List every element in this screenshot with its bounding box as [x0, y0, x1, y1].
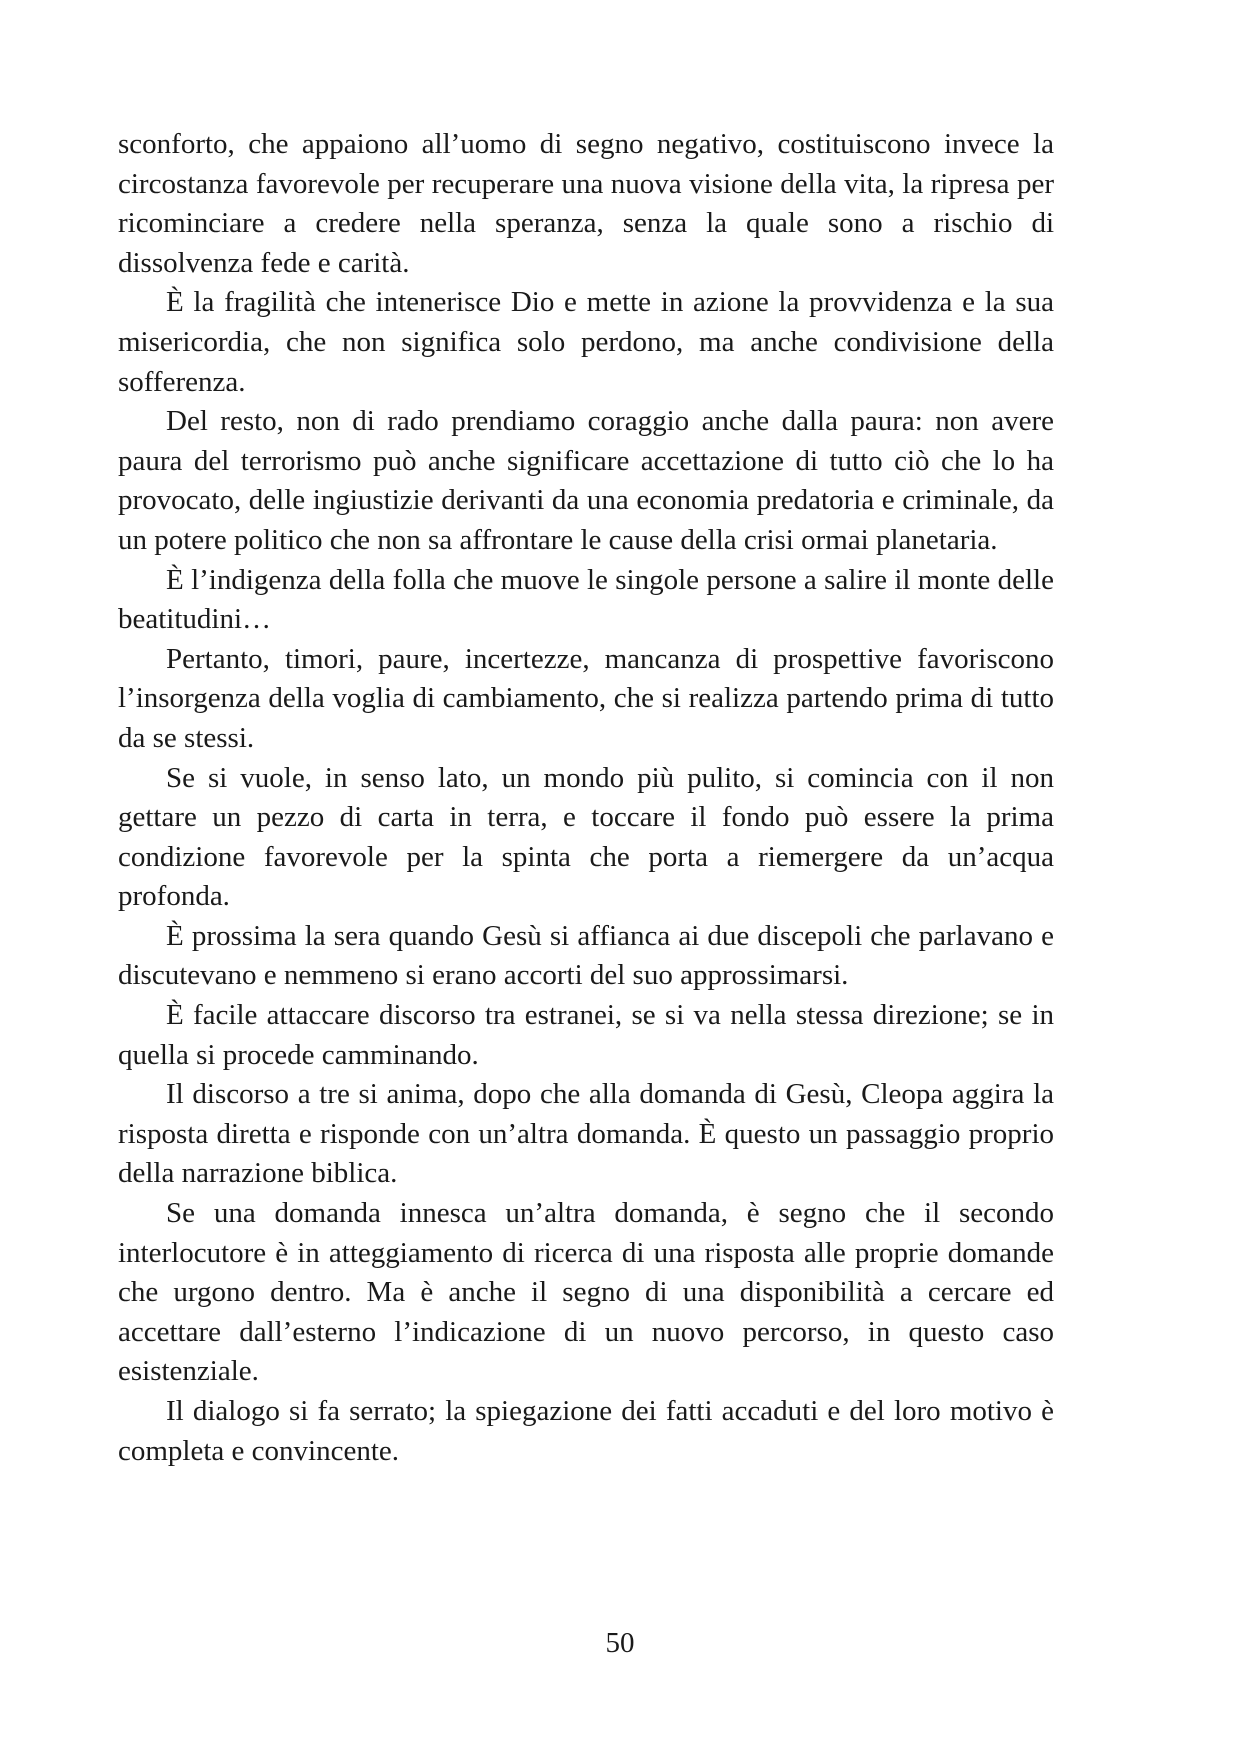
paragraph: È l’indigenza della folla che muove le singole persone a salire il monte delle beatitudini…	[118, 563, 1054, 636]
paragraph: È prossima la sera quando Gesù si affianca ai due discepoli che parlavano e discutevano e nemmeno si erano accorti del suo approssimarsi.	[118, 919, 1054, 992]
paragraph: Il dialogo si fa serrato; la spiegazione dei fatti accaduti e del loro motivo è completa e convincente.	[118, 1395, 1054, 1467]
paragraph: Pertanto, timori, paure, incertezze, mancanza di prospettive favoriscono l’insorgenza della voglia di cambiamento, che si realizza partendo prima di tutto da se stessi.	[118, 642, 1054, 754]
paragraph: Se si vuole, in senso lato, un mondo più pulito, si comincia con il non gettare un pezzo di carta in terra, e toccare il fondo può essere la prima condizione favorevole per la spinta che porta a riemergere da un’acqua profonda.	[118, 761, 1054, 913]
paragraph: È la fragilità che intenerisce Dio e mette in azione la provvidenza e la sua misericordia, che non significa solo perdono, ma anche condivisione della sofferenza.	[118, 286, 1054, 398]
paragraph: Il discorso a tre si anima, dopo che alla domanda di Gesù, Cleopa aggira la risposta diretta e risponde con un’altra domanda. È questo un passaggio proprio della narrazione biblica.	[118, 1078, 1054, 1190]
page-number: 50	[605, 1627, 635, 1659]
body-text	[118, 125, 1054, 1471]
paragraph: È facile attaccare discorso tra estranei, se si va nella stessa direzione; se in quella si procede camminando.	[118, 999, 1054, 1071]
paragraph-continued: sconforto, che appaiono all’uomo di segno negativo, costituiscono invece la circostanza favorevole per recuperare una nuova visione della vita, la ripresa per ricominciare a credere nella speranza, senza la quale sono a rischio di dissolvenza fede e carità.	[118, 128, 1054, 279]
paragraph: Se una domanda innesca un’altra domanda, è segno che il secondo interlocutore è in atteggiamento di ricerca di una risposta alle proprie domande che urgono dentro. Ma è anche il segno di una disponibilità a cercare ed accettare dall’esterno l’indicazione di un nuovo percorso, in questo caso esistenziale.	[118, 1197, 1054, 1388]
paragraph: Del resto, non di rado prendiamo coraggio anche dalla paura: non avere paura del terrorismo può anche significare accettazione di tutto ciò che lo ha provocato, delle ingiustizie derivanti da una economia predatoria e criminale, da un potere politico che non sa affrontare le cause della crisi ormai planetaria.	[118, 405, 1054, 556]
